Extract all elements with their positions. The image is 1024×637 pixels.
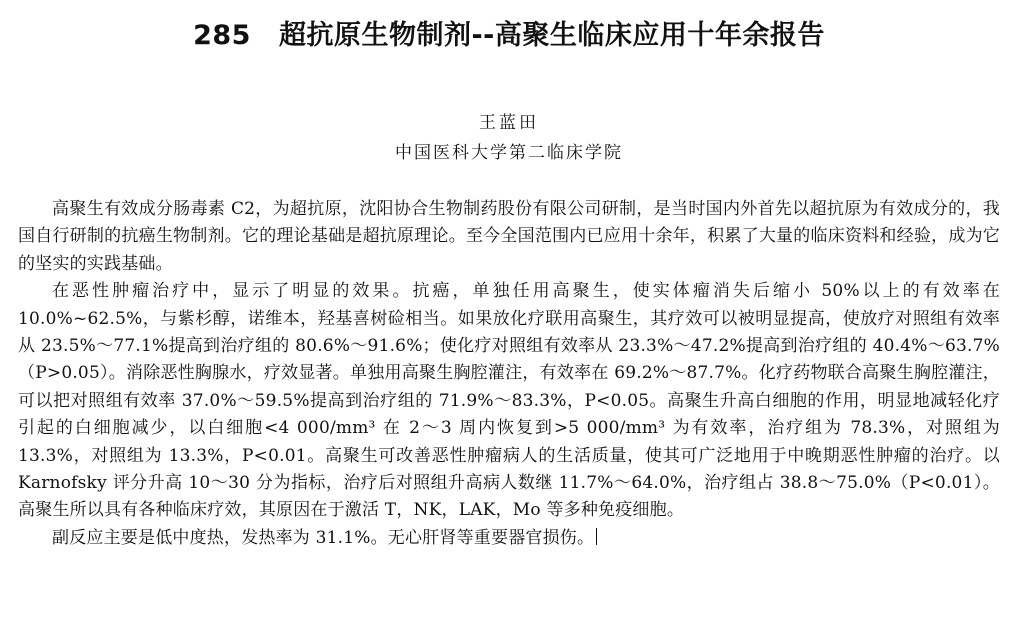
author-affiliation: 中国医科大学第二临床学院: [395, 143, 623, 163]
article-number: 285: [193, 20, 251, 51]
paragraph-efficacy: 在恶性肿瘤治疗中，显示了明显的效果。抗癌，单独任用高聚生，使实体瘤消失后缩小 50%以上的有效率在 10.0%~62.5%，与紫杉醇，诺维本，羟基喜树硷相当。如果放化疗联用高聚生，其疗效可以被明显提高，使放疗对照组有效率从 23.5%～77.1%提高到治疗组的 80.6%～91.6%；使化疗对照组有效率从 23.3%～47.2%提高到治疗组的 40.4%～63.7%（P>0.05）。消除恶性胸腺水，疗效显著。单独用高聚生胸腔灌注，有效率在 69.2%～87.7%。化疗药物联合高聚生胸腔灌注，可以把对照组有效率 37.0%～59.5%提高到治疗组的 71.9%～83.3%，P<0.05。高聚生升高白细胞的作用，明显地减轻化疗引起的白细胞减少，以白细胞<4 000/mm³ 在 2～3 周内恢复到>5 000/mm³ 为有效率，治疗组为 78.3%，对照组为 13.3%，对照组为 13.3%，P<0.01。高聚生可改善恶性肿瘤病人的生活质量，使其可广泛地用于中晚期恶性肿瘤的治疗。以 Karnofsky 评分升高 10～30 分为指标，治疗后对照组升高病人数继 11.7%～64.0%，治疗组占 38.8～75.0%（P<0.01）。高聚生所以具有各种临床疗效，其原因在于激活 T，NK，LAK，Mo 等多种免疫细胞。: [18, 281, 1000, 521]
paragraph-side-effects-text: 副反应主要是低中度热，发热率为 31.1%。无心肝肾等重要器官损伤。: [52, 527, 595, 548]
author-name: 王蓝田: [479, 113, 539, 133]
article-body: [18, 196, 1000, 552]
paragraph-side-effects: [18, 525, 1000, 552]
article-title: [18, 0, 1000, 56]
article-title-text: 超抗原生物制剂--高聚生临床应用十年余报告: [278, 20, 825, 51]
text-cursor: [596, 528, 597, 545]
paragraph-intro: 高聚生有效成分肠毒素 C2，为超抗原，沈阳协合生物制药股份有限公司研制，是当时国内外首先以超抗原为有效成分的，我国自行研制的抗癌生物制剂。它的理论基础是超抗原理论。至今全国范围内已应用十余年，积累了大量的临床资料和经验，成为它的坚实的实践基础。: [18, 199, 1000, 274]
